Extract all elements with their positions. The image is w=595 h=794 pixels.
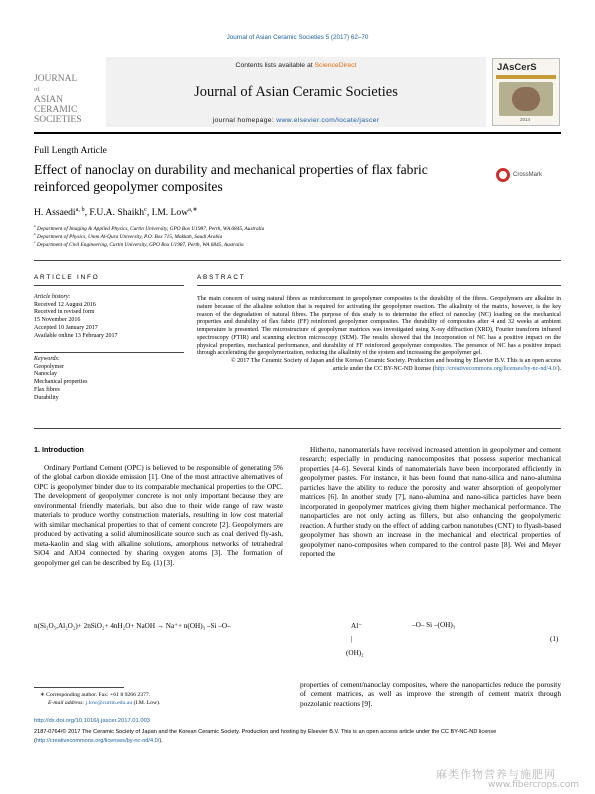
article-title: Effect of nanoclay on durability and mechanical properties of flax fabric reinforced geopolymer composites — [34, 162, 428, 194]
history-item: Available online 13 February 2017 — [34, 332, 118, 339]
contents-line: Contents lists available at ScienceDirect — [235, 62, 357, 69]
doi-link[interactable]: http://dx.doi.org/10.1016/j.jascer.2017.01.003 — [34, 718, 151, 724]
license-link[interactable]: http://creativecommons.org/licenses/by-nc-nd/4.0/ — [434, 365, 558, 372]
author-name: I.M. Low — [151, 207, 189, 218]
logo-line-4: SOCIETIES — [34, 115, 82, 125]
equation-rhs: –O– Si –(OH)₃ — [412, 621, 456, 629]
corresponding-author: ∗ Corresponding author. Fax: +61 8 9266 2377. — [40, 692, 151, 698]
watermark-url: www.fibercrops.com — [488, 780, 579, 790]
author-name: F.U.A. Shaikh — [89, 207, 145, 218]
keywords-rule — [34, 352, 184, 353]
intro-paragraph-2: Hitherto, nanomaterials have received increased attention in geopolymer and cement research; especially in producing nanocomposites that possess superior mechanical properties [4–6]. Several kinds of nanomaterials have been incorporated efficiently in geopolymer pastes. For instance, it has been found that nano-silica and nano-alumina particles have the ability to reduce the porosity and water absorption of geopolymer matrices [6]. In another study [7], nano-alumina and nano-silica particles have been incorporated in geopolymer matrices giving them higher mechanical performance. The nanoparticles are not only acting as fillers, but also enhancing the geopolymeric reaction. A further study on the effect of adding carbon nanotubes (CNT) to flyash-based geopolymer has shown an increase in the mechanical and electrical properties of geopolymer nano-composites when compared to the control paste [8]. Wei and Meyer reported the — [300, 445, 561, 558]
history-label: Article history: — [34, 294, 71, 300]
intro-paragraph-3: properties of cement/nanoclay composites, where the nanoparticles reduce the porosity of cement matrices, as well as improve the strength of cement matrix through pozzolanic reactions [9]. — [300, 680, 561, 708]
abstract-copyright: © 2017 The Ceramic Society of Japan and the Korean Ceramic Society. Production and hosting by Elsevier B.V. This is an open access article under the CC BY-NC-ND license ( — [230, 358, 561, 372]
affiliation: $^c$ Department of Civil Engineering, Curtin University, GPO Box U1987, Perth, WA 6845, Australia — [34, 240, 244, 248]
history-item: Accepted 10 January 2017 — [34, 324, 98, 331]
section-heading: 1. Introduction — [34, 445, 84, 454]
affiliation: $^b$ Department of Physics, Umm Al-Qura University, P.O. Box 715, Makkah, Saudi Arabia — [34, 232, 223, 240]
equation-1 — [34, 621, 561, 657]
author-name: H. Assaedi — [34, 207, 76, 218]
abstract-body: The main concern of using natural fibres as reinforcement in geopolymer composites is the durability of the fibres. Geopolymers are alkaline in nature because of the alkaline solution that is required for activating the geopolymer reaction. The alkalinity of the matrix, however, is the key reason of the degradation of natural fibres. The purpose of this study is to determine the effect of nanoclay (NC) loading on the mechanical properties and durability of flax fabric (FF) reinforced geopolymer composites. The durability of composites after 4 and 32 weeks at ambient temperature is presented. The microstructure of geopolymer matrices was investigated using X-ray diffraction (XRD), Fourier transform infrared spectroscopy (FTIR) and scanning electron microscopy (SEM). The results showed that the incorporation of NC has a positive impact on the physical properties, mechanical performance, and durability of FF reinforced geopolymer composites. The presence of NC has a positive impact through accelerating the geopolymerization, reducing the alkalinity of the system and increasing the geopolymer gel. © 2017 The Ceramic Society of Japan and the Korean Ceramic Society. Production and hosting by Elsevier B.V. This is an open access article under the CC BY-NC-ND license (http://creativecommons.org/licenses/by-nc-nd/4.0/). — [197, 296, 561, 372]
journal-logo — [34, 74, 100, 125]
bottom-copyright: 2187-0764/© 2017 The Ceramic Society of Japan and the Korean Ceramic Society. Production and hosting by Elsevier B.V. This is an open access article under the CC BY-NC-ND license (http://creativecommons.org/licenses/by-nc-nd/4.0/). — [34, 729, 497, 744]
equation-hydroxyl: (OH)₂ — [346, 649, 364, 657]
author-list: H. Assaedi$^{a, b}$, F.U.A. Shaikh$^c$, I.M. Low$^{a,∗}$ — [34, 205, 198, 218]
homepage-link[interactable]: www.elsevier.com/locate/jascer — [276, 117, 380, 124]
watermark-text: 麻类作物营养与施肥网 — [436, 768, 556, 781]
journal-citation-line[interactable]: Journal of Asian Ceramic Societies 5 (2017) 62–70 — [226, 34, 369, 41]
history-item: 15 November 2016 — [34, 317, 81, 324]
intro-paragraph-1: Ordinary Portland Cement (OPC) is believed to be responsible of generating 5% of the global carbon dioxide emission [1]. One of the most attractive alternatives of OPC is geopolymer binder due to its comparable mechanical properties to the OPC. The development of geopolymer concrete is not only important because they are environmental friendly materials, but also due to their wide range of raw waste materials to produce worthy construction materials, resulting in low cost material with similar mechanical properties to that of cement concrete [2]. Geopolymers are produced by activating a solid aluminosilicate source such as coal derived fly-ash, meta-kaolin and slag with alkaline solutions, amorphous networks of tetrahedral SiO4 and AlO4 connected by sharing oxygen atoms [3]. The formation of geopolymer gel can be described by Eq. (1) [3]. — [34, 463, 283, 567]
journal-title: Journal of Asian Ceramic Societies — [194, 84, 398, 100]
email-link[interactable]: j.low@curtin.edu.au — [85, 699, 133, 706]
abstract-rule — [197, 285, 561, 286]
keyword: Durability — [34, 394, 59, 401]
keywords — [34, 356, 87, 402]
bottom-license-link[interactable]: http://creativecommons.org/licenses/by-nc-nd/4.0/ — [35, 738, 160, 744]
sciencedirect-link[interactable]: ScienceDirect — [314, 62, 357, 69]
author-sup: c — [144, 205, 147, 213]
corresponding-author-note: ∗ Corresponding author. Fax: +61 8 9266 2377. E-mail address: j.low@curtin.edu.au (I.M. Low). — [40, 692, 161, 706]
cover-stripe — [496, 75, 556, 79]
article-history — [34, 294, 118, 340]
cover-picture-detail — [512, 87, 540, 111]
keyword: Nanoclay — [34, 371, 57, 378]
equation-al: Al⁻ — [351, 622, 362, 630]
author-sup: a,∗ — [188, 205, 198, 213]
article-info-heading: ARTICLE INFO — [34, 274, 100, 281]
logo-line-1: JOURNAL — [34, 74, 78, 84]
abstract-heading: ABSTRACT — [197, 274, 246, 281]
history-item: Received in revised form — [34, 309, 95, 316]
author-sup: a, b — [75, 205, 85, 213]
article-info-rule — [34, 285, 184, 286]
abstract-text: The main concern of using natural fibres as reinforcement in geopolymer composites is the durability of the fibres. Geopolymers are alkaline in nature because of the alkaline solution that is required for activating the geopolymer reaction. The alkalinity of the matrix, however, is the key reason of the degradation of natural fibres. The purpose of this study is to determine the effect of nanoclay (NC) loading on the mechanical properties and durability of flax fabric (FF) reinforced geopolymer composites. The durability of composites after 4 and 32 weeks at ambient temperature is presented. The microstructure of geopolymer matrices was investigated using X-ray diffraction (XRD), Fourier transform infrared spectroscopy (FTIR) and scanning electron microscopy (SEM). The results showed that the incorporation of NC has a positive impact on the physical properties, mechanical performance, and durability of FF reinforced geopolymer composites. The presence of NC has a positive impact through accelerating the geopolymerization, reducing the alkalinity of the system and increasing the geopolymer gel. — [197, 296, 561, 357]
footnote-rule — [34, 687, 124, 688]
keyword: Flax fibres — [34, 386, 60, 393]
article-type: Full Length Article — [34, 146, 107, 156]
logo-line-2: of — [34, 86, 40, 93]
affiliation: $^a$ Department of Imaging & Applied Physics, Curtin University, GPO Box U1987, Perth, WA 6845, Australia — [34, 224, 265, 232]
keyword: Geopolymer — [34, 363, 64, 370]
section-rule — [34, 260, 561, 261]
history-item: Received 12 August 2016 — [34, 301, 96, 308]
crossmark-label[interactable]: CrossMark — [513, 172, 543, 178]
cover-title: JAsCerS — [497, 62, 537, 73]
keyword: Mechanical properties — [34, 379, 88, 386]
cover-year: 2014 — [520, 117, 531, 122]
masthead-rule — [34, 132, 561, 134]
equation-bond: | — [351, 635, 353, 643]
equation-lhs: n(Si₂O₅,Al₂O₂)+ 2nSiO₂+ 4nH₂O+ NaOH → Na⁺+ n(OH)₃ –Si –O– — [34, 622, 231, 630]
logo-line-3: ASIAN CERAMIC — [34, 95, 78, 115]
equation-number: (1) — [550, 635, 559, 643]
body-rule — [34, 428, 561, 429]
keywords-label: Keywords: — [34, 356, 60, 362]
journal-homepage: journal homepage: www.elsevier.com/locate/jascer — [212, 117, 380, 124]
crossmark-icon[interactable] — [496, 168, 510, 182]
